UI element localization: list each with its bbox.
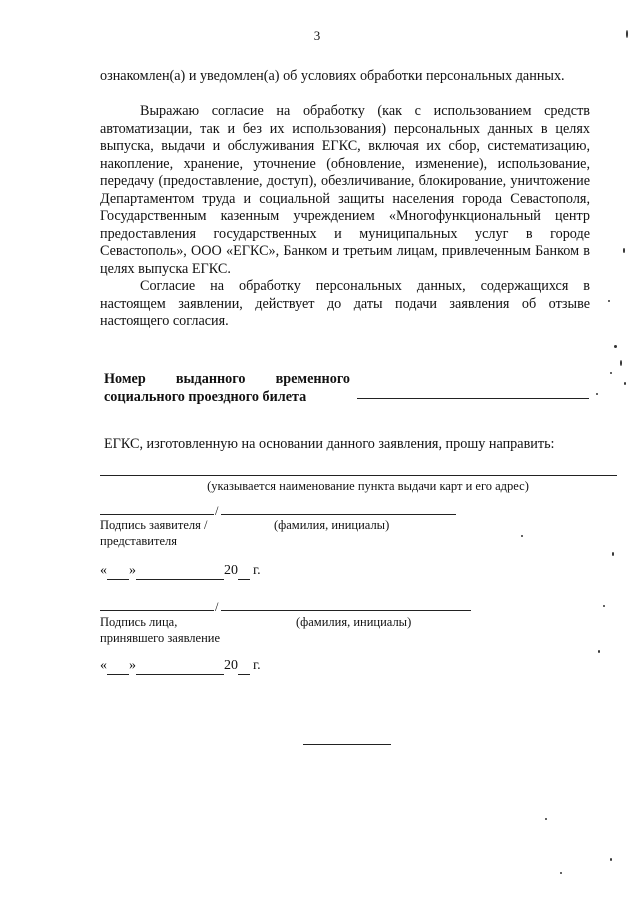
delivery-caption: (указывается наименование пункта выдачи карт и его адрес) <box>207 479 529 493</box>
receiver-role-label: принявшего заявление <box>100 631 221 645</box>
ticket-number-label <box>104 370 350 406</box>
scan-speck <box>620 360 622 366</box>
date-year-suffix: г. <box>253 658 261 673</box>
date-year-suffix: г. <box>253 563 261 578</box>
paragraph-consent: Выражаю согласие на обработку (как с использованием средств автоматизации, так и без их использования) персональных данных в целях выпуска, выдачи и обслуживания ЕГКС, включая их сбор, систематизацию, накопление, хранение, уточнение (обновление, изменение), использование, передачу (предоставление, доступ), обезличивание, блокирование, уничтожение Департаментом труда и социальной защиты населения города Севастополя, Государственным казенным учреждением «Многофункциональный центр предоставления государственных и муниципальных услуг в городе Севастополь», ООО «ЕГКС», Банком и третьим лицам, привлеченным Банком в целях выпуска ЕГКС. <box>100 103 590 277</box>
applicant-date <box>100 563 261 580</box>
date-year-prefix: 20 <box>224 658 238 673</box>
scan-speck <box>623 248 625 253</box>
scan-speck <box>626 30 628 38</box>
receiver-name-field[interactable] <box>221 610 471 611</box>
scan-speck <box>598 650 600 653</box>
applicant-day-field[interactable] <box>107 563 129 580</box>
ticket-label-line1: Номер выданного временного <box>104 371 350 387</box>
applicant-year-field[interactable] <box>238 563 250 580</box>
date-quote-open: « <box>100 563 107 578</box>
receiver-name-caption: (фамилия, инициалы) <box>296 615 412 629</box>
applicant-signature-label: Подпись заявителя / <box>100 518 208 532</box>
applicant-name-caption: (фамилия, инициалы) <box>274 518 390 532</box>
ticket-number-field[interactable] <box>357 398 589 399</box>
scan-speck <box>610 858 612 861</box>
date-quote-close: » <box>129 563 136 578</box>
date-quote-close: » <box>129 658 136 673</box>
delivery-instruction: ЕГКС, изготовленную на основании данного заявления, прошу направить: <box>104 436 555 452</box>
end-separator-line <box>303 744 391 745</box>
scan-speck <box>624 382 626 385</box>
page-number: 3 <box>313 28 321 43</box>
paragraph-acknowledgement: ознакомлен(а) и уведомлен(а) об условиях обработки персональных данных. <box>100 68 565 84</box>
scan-speck <box>608 300 610 302</box>
applicant-representative-label: представителя <box>100 534 177 548</box>
applicant-name-field[interactable] <box>221 514 456 515</box>
applicant-signature-field[interactable] <box>100 514 214 515</box>
scan-speck <box>560 872 562 874</box>
scan-speck <box>603 605 605 607</box>
receiver-signature-label: Подпись лица, <box>100 615 178 629</box>
scan-speck <box>596 393 598 395</box>
scan-speck <box>545 818 547 820</box>
scan-speck <box>521 535 523 537</box>
date-year-prefix: 20 <box>224 563 238 578</box>
applicant-signature-slash: / <box>215 504 219 518</box>
scan-speck <box>610 372 612 374</box>
applicant-month-field[interactable] <box>136 563 224 580</box>
scan-speck <box>612 552 614 556</box>
paragraph-consent-validity: Согласие на обработку персональных данных, содержащихся в настоящем заявлении, действует до даты подачи заявления об отзыве настоящего согласия. <box>100 278 590 329</box>
scan-speck <box>614 345 617 348</box>
receiver-signature-field[interactable] <box>100 610 214 611</box>
date-quote-open: « <box>100 658 107 673</box>
receiver-month-field[interactable] <box>136 658 224 675</box>
receiver-date <box>100 658 261 675</box>
delivery-address-field[interactable] <box>100 475 617 476</box>
receiver-year-field[interactable] <box>238 658 250 675</box>
ticket-label-line2: социального проездного билета <box>104 389 307 405</box>
receiver-signature-slash: / <box>215 600 219 614</box>
receiver-day-field[interactable] <box>107 658 129 675</box>
